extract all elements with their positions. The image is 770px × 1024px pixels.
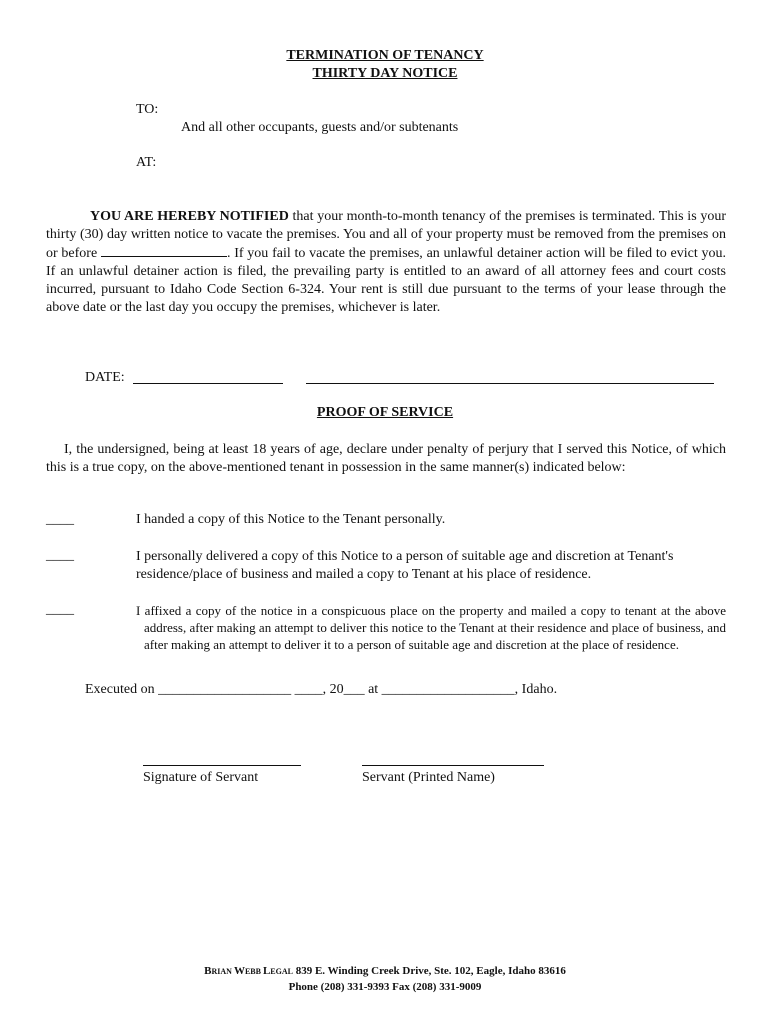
vacate-date-blank[interactable] — [101, 244, 227, 257]
notice-text-part1: that your month-to-month tenancy of the premises is terminated. This is your thirty (30) day written notice to vacate the premises. You and all of your property must be removed from the premises on or before — [46, 209, 726, 261]
document-title: TERMINATION OF TENANCY — [286, 48, 484, 63]
to-label: TO: — [136, 102, 159, 117]
notice-paragraph — [46, 208, 726, 317]
servant-name-line[interactable] — [362, 765, 544, 766]
firm-address: 839 E. Winding Creek Drive, Ste. 102, Eagle, Idaho 83616 — [292, 965, 566, 977]
footer-address: BRIAN WEBB LEGAL 839 E. Winding Creek Drive, Ste. 102, Eagle, Idaho 83616 — [204, 965, 566, 977]
document-subtitle: THIRTY DAY NOTICE — [312, 66, 458, 81]
option-2-checkbox[interactable]: ____ — [46, 548, 74, 563]
notice-lead: YOU ARE HEREBY NOTIFIED — [90, 209, 289, 224]
declaration-paragraph: I, the undersigned, being at least 18 years of age, declare under penalty of perjury that I served this Notice, of which this is a true copy, on the above-mentioned tenant in possession in the same manner(s) indicated below: — [46, 442, 726, 475]
option-2-text: I personally delivered a copy of this Notice to a person of suitable age and discretion at Tenant's residence/place of business and mailed a copy to Tenant at his place of residence. — [136, 549, 674, 582]
option-3-checkbox[interactable]: ____ — [46, 602, 74, 617]
landlord-signature-blank[interactable] — [306, 383, 714, 384]
servant-signature-label: Signature of Servant — [143, 770, 259, 785]
at-label: AT: — [136, 155, 157, 170]
option-1-checkbox[interactable]: ____ — [46, 512, 74, 527]
option-1-text: I handed a copy of this Notice to the Tenant personally. — [136, 512, 446, 527]
servant-name-label: Servant (Printed Name) — [362, 770, 495, 785]
notice-text-part2: . If you fail to vacate the premises, an unlawful detainer action will be filed to evict you. If an unlawful detainer action is filed, the prevailing party is entitled to an award of all attorney fees and court costs incurred, pursuant to Idaho Code Section 6-324. Your rent is still due pursuant to the terms of your lease through the above date or the last day you occupy the premises, whichever is later. — [46, 246, 726, 315]
occupants-line: And all other occupants, guests and/or subtenants — [181, 120, 459, 135]
servant-signature-line[interactable] — [143, 765, 301, 766]
footer-phone: Phone (208) 331-9393 Fax (208) 331-9009 — [288, 981, 482, 993]
proof-heading: PROOF OF SERVICE — [316, 405, 454, 420]
option-3-text: I affixed a copy of the notice in a conspicuous place on the property and mailed a copy to tenant at the above address, after making an attempt to deliver this notice to the Tenant at their residence and place of business, and after making an attempt to deliver it to a person of suitable age and discretion at the place of residence. — [136, 603, 726, 652]
date-blank[interactable] — [133, 383, 283, 384]
executed-line: Executed on ___________________ ____, 20___ at ___________________, Idaho. — [85, 682, 558, 697]
date-label: DATE: — [85, 370, 125, 385]
